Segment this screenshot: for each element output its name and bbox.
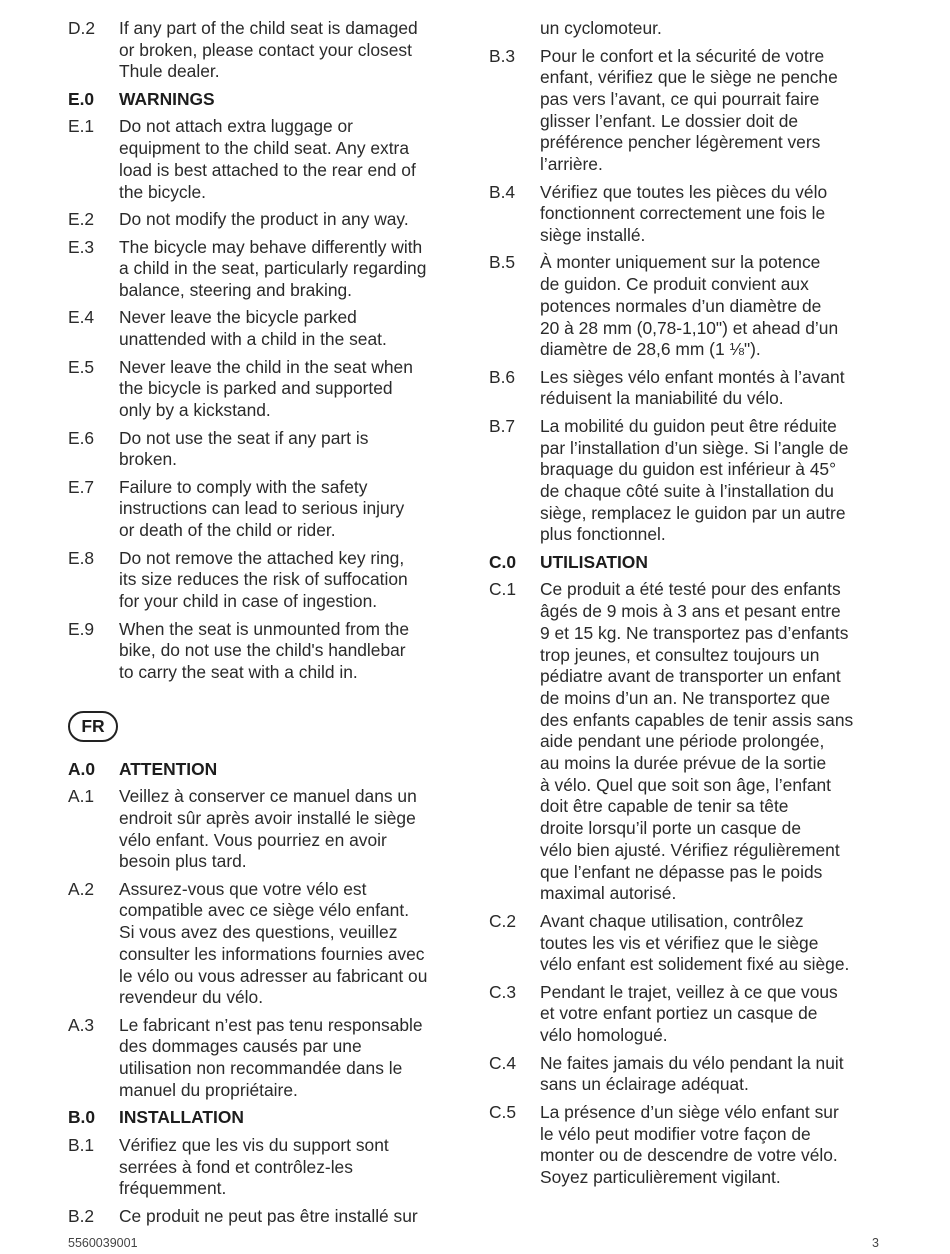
item-number: B.3 xyxy=(489,45,516,66)
item-e6 xyxy=(68,428,463,471)
item-c4 xyxy=(489,1053,889,1096)
item-number: E.6 xyxy=(68,427,95,448)
section-number: E.0 xyxy=(68,88,95,109)
item-number: C.5 xyxy=(489,1101,517,1122)
item-b2 xyxy=(68,1206,463,1228)
item-d2 xyxy=(68,18,463,83)
item-text: Ce produit ne peut pas être installé sur xyxy=(119,1205,418,1226)
item-b4 xyxy=(489,182,889,247)
item-e2 xyxy=(68,209,463,231)
item-text: La présence d’un siège vélo enfant sur le vélo peut modifier votre façon de monter ou de descendre de votre vélo. Soyez particulièrement vigilant. xyxy=(540,1101,839,1187)
item-text: À monter uniquement sur la potence de guidon. Ce produit convient aux potences normales d’un diamètre de 20 à 28 mm (0,78-1,10") et ahead d’un diamètre de 28,6 mm (1 ⅛"). xyxy=(540,252,839,360)
item-b3 xyxy=(489,46,889,176)
item-e8 xyxy=(68,548,463,613)
section-number: A.0 xyxy=(68,758,96,779)
item-e7 xyxy=(68,477,463,542)
item-number: C.3 xyxy=(489,981,517,1002)
item-text: Do not modify the product in any way. xyxy=(119,209,409,230)
item-number: B.5 xyxy=(489,252,516,273)
item-text: Never leave the bicycle parked unattended with a child in the seat. xyxy=(119,307,387,350)
item-a1 xyxy=(68,786,463,873)
item-e9 xyxy=(68,619,463,684)
item-text: Veillez à conserver ce manuel dans un endroit sûr après avoir installé le siège vélo enfant. Vous pourriez en avoir besoin plus tard. xyxy=(119,786,417,872)
section-title: INSTALLATION xyxy=(119,1107,244,1128)
section-number: C.0 xyxy=(489,551,517,572)
item-text: Failure to comply with the safety instructions can lead to serious injury or death of the child or rider. xyxy=(119,476,405,541)
item-text: Ne faites jamais du vélo pendant la nuit sans un éclairage adéquat. xyxy=(540,1052,844,1095)
item-e4 xyxy=(68,307,463,350)
item-e1 xyxy=(68,116,463,203)
item-text: Pour le confort et la sécurité de votre enfant, vérifiez que le siège ne penche pas vers l’avant, ce qui pourrait faire glisser l’enfant. Le dossier doit de préférence pencher légèrement vers l’arrière. xyxy=(540,45,838,175)
document-code: 5560039001 xyxy=(68,1236,138,1250)
item-c3 xyxy=(489,982,889,1047)
item-text: Pendant le trajet, veillez à ce que vous et votre enfant portiez un casque de vélo homologué. xyxy=(540,981,838,1046)
item-b2-continued: un cyclomoteur. xyxy=(540,18,662,38)
item-b1 xyxy=(68,1135,463,1200)
section-heading-utilisation xyxy=(489,552,889,574)
item-number: A.2 xyxy=(68,878,95,899)
left-column xyxy=(68,18,463,1233)
language-badge-fr: FR xyxy=(68,711,118,742)
item-text: Vérifiez que les vis du support sont serrées à fond et contrôlez-les fréquemment. xyxy=(119,1134,389,1199)
item-number: E.1 xyxy=(68,116,95,137)
item-number: E.7 xyxy=(68,476,95,497)
section-title: ATTENTION xyxy=(119,758,218,779)
item-text: Do not attach extra luggage or equipment to the child seat. Any extra load is best attached to the rear end of the bicycle. xyxy=(119,116,416,202)
item-number: E.5 xyxy=(68,356,95,377)
item-number: C.1 xyxy=(489,579,517,600)
item-number: E.4 xyxy=(68,307,95,328)
section-heading-warnings xyxy=(68,89,463,111)
item-number: B.4 xyxy=(489,181,516,202)
section-title: UTILISATION xyxy=(540,551,648,572)
item-c5 xyxy=(489,1102,889,1189)
item-text: Do not remove the attached key ring, its size reduces the risk of suffocation for your child in case of ingestion. xyxy=(119,547,408,612)
item-number: B.7 xyxy=(489,415,516,436)
item-text: The bicycle may behave differently with a child in the seat, particularly regarding balance, steering and braking. xyxy=(119,236,427,300)
item-c1 xyxy=(489,579,889,905)
item-text: Vérifiez que toutes les pièces du vélo fonctionnent correctement une fois le siège installé. xyxy=(540,181,828,245)
item-number: C.4 xyxy=(489,1052,517,1073)
item-text: Le fabricant n’est pas tenu responsable des dommages causés par une utilisation non recommandée dans le manuel du propriétaire. xyxy=(119,1014,423,1100)
item-number: A.3 xyxy=(68,1014,95,1035)
section-number: B.0 xyxy=(68,1107,96,1128)
item-number: A.1 xyxy=(68,786,95,807)
item-number: B.2 xyxy=(68,1205,95,1226)
item-number: B.6 xyxy=(489,366,516,387)
item-e3 xyxy=(68,237,463,302)
item-number: E.2 xyxy=(68,209,95,230)
item-number: B.1 xyxy=(68,1134,95,1155)
item-a3 xyxy=(68,1015,463,1102)
item-text: When the seat is unmounted from the bike, do not use the child's handlebar to carry the seat with a child in. xyxy=(119,618,410,682)
item-text: Avant chaque utilisation, contrôlez toutes les vis et vérifiez que le siège vélo enfant est solidement fixé au siège. xyxy=(540,910,850,975)
item-number: C.2 xyxy=(489,910,517,931)
item-b7 xyxy=(489,416,889,546)
item-number: E.9 xyxy=(68,618,95,639)
item-b5 xyxy=(489,252,889,361)
item-text: If any part of the child seat is damaged or broken, please contact your closest Thule dealer. xyxy=(119,18,418,82)
item-b6 xyxy=(489,367,889,410)
item-text: Do not use the seat if any part is broken. xyxy=(119,427,369,470)
section-heading-installation xyxy=(68,1107,463,1129)
item-number: D.2 xyxy=(68,18,96,38)
item-text: Assurez-vous que votre vélo est compatible avec ce siège vélo enfant. Si vous avez des questions, veuillez consulter les informations fournies avec le vélo ou vous adresser au fabricant ou revendeur du vélo. xyxy=(119,878,428,1008)
section-title: WARNINGS xyxy=(119,88,215,109)
item-e5 xyxy=(68,357,463,422)
section-heading-attention xyxy=(68,759,463,781)
item-c2 xyxy=(489,911,889,976)
item-a2 xyxy=(68,879,463,1009)
item-text: La mobilité du guidon peut être réduite par l’installation d’un siège. Si l’angle de braquage du guidon est inférieur à 45° de chaque côté suite à l’installation du siège, remplacez le guidon par un autre plus fonctionnel. xyxy=(540,415,849,545)
item-text: Les sièges vélo enfant montés à l’avant réduisent la maniabilité du vélo. xyxy=(540,366,845,409)
page-number: 3 xyxy=(872,1236,879,1250)
item-text: Never leave the child in the seat when the bicycle is parked and supported only by a kickstand. xyxy=(119,356,413,421)
item-text: Ce produit a été testé pour des enfants âgés de 9 mois à 3 ans et pesant entre 9 et 15 kg. Ne transportez pas d’enfants trop jeunes, et consultez toujours un pédiatre avant de transporter un enfant de moins d’un an. Ne transportez que des enfants capables de tenir assis sans aide pendant une période prolongée, au moins la durée prévue de la sortie à vélo. Quel que soit son âge, l’enfant doit être capable de tenir sa tête droite lorsqu’il porte un casque de vélo bien ajusté. Vérifiez régulièrement que l’enfant ne dépasse pas le poids maximal autorisé. xyxy=(540,579,854,904)
item-number: E.8 xyxy=(68,547,95,568)
item-number: E.3 xyxy=(68,236,95,257)
right-column xyxy=(489,18,889,1194)
